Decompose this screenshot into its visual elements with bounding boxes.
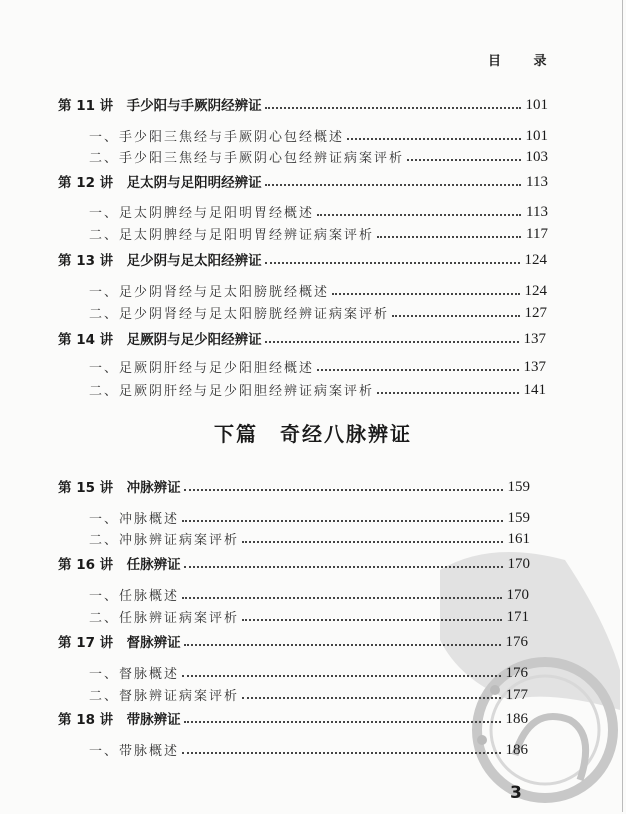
- dot-leader: [242, 619, 502, 621]
- entry-title: 二、足太阴脾经与足阳明胃经辨证病案评析: [89, 228, 375, 243]
- toc-chapter-entry[interactable]: [58, 328, 546, 348]
- entry-page-number: 137: [523, 359, 546, 375]
- entry-page-number: 124: [524, 252, 547, 268]
- dot-leader: [265, 107, 521, 109]
- part-title: 下篇 奇经八脉辨证: [214, 422, 412, 446]
- entry-title: 一、督脉概述: [89, 667, 180, 682]
- dot-leader: [182, 752, 501, 754]
- entry-page-number: 124: [524, 283, 547, 299]
- entry-page-number: 127: [524, 305, 547, 321]
- entry-page-number: 103: [525, 149, 548, 165]
- dot-leader: [184, 721, 501, 723]
- toc-section-entry[interactable]: [89, 584, 529, 604]
- toc-chapter-entry[interactable]: [58, 708, 528, 728]
- entry-title: 第 16 讲 任脉辨证: [58, 557, 181, 573]
- dot-leader: [242, 541, 503, 543]
- dot-leader: [317, 369, 519, 371]
- dot-leader: [392, 315, 520, 317]
- scan-edge-line: [622, 0, 623, 812]
- entry-title: 第 11 讲 手少阳与手厥阴经辨证: [58, 98, 262, 114]
- toc-section-entry[interactable]: [89, 606, 529, 626]
- toc-section-entry[interactable]: [89, 507, 530, 527]
- entry-page-number: 137: [523, 331, 546, 347]
- toc-section-entry[interactable]: [89, 223, 548, 243]
- dot-leader: [317, 214, 521, 216]
- entry-page-number: 170: [507, 556, 530, 572]
- entry-title: 第 15 讲 冲脉辨证: [58, 480, 181, 496]
- toc-section-entry[interactable]: [89, 684, 528, 704]
- running-header: 目 录: [488, 54, 561, 69]
- dot-leader: [347, 138, 521, 140]
- entry-title: 二、督脉辨证病案评析: [89, 689, 240, 704]
- entry-page-number: 176: [505, 634, 528, 650]
- dot-leader: [377, 392, 519, 394]
- entry-page-number: 186: [505, 711, 528, 727]
- toc-section-entry[interactable]: [89, 528, 530, 548]
- dot-leader: [184, 566, 503, 568]
- entry-page-number: 113: [526, 174, 548, 190]
- dot-leader: [377, 236, 521, 238]
- toc-section-entry[interactable]: [89, 201, 548, 221]
- entry-page-number: 101: [525, 128, 548, 144]
- entry-page-number: 159: [507, 479, 530, 495]
- dot-leader: [242, 697, 501, 699]
- dot-leader: [182, 675, 501, 677]
- entry-page-number: 117: [526, 226, 548, 242]
- entry-title: 二、手少阳三焦经与手厥阴心包经辨证病案评析: [89, 151, 405, 166]
- dot-leader: [407, 159, 521, 161]
- dot-leader: [182, 520, 503, 522]
- entry-title: 一、冲脉概述: [89, 512, 180, 527]
- entry-page-number: 171: [506, 609, 529, 625]
- toc-chapter-entry[interactable]: [58, 171, 548, 191]
- entry-title: 第 17 讲 督脉辨证: [58, 635, 181, 651]
- entry-title: 第 14 讲 足厥阴与足少阳经辨证: [58, 332, 262, 348]
- entry-page-number: 170: [506, 587, 529, 603]
- toc-chapter-entry[interactable]: [58, 94, 548, 114]
- entry-title: 一、足少阴肾经与足太阳膀胱经概述: [89, 285, 330, 300]
- dot-leader: [182, 597, 502, 599]
- toc-chapter-entry[interactable]: [58, 553, 530, 573]
- dot-leader: [184, 489, 503, 491]
- entry-page-number: 177: [505, 687, 528, 703]
- dot-leader: [332, 293, 520, 295]
- toc-section-entry[interactable]: [89, 379, 546, 399]
- toc-section-entry[interactable]: [89, 302, 547, 322]
- toc-chapter-entry[interactable]: [58, 476, 530, 496]
- entry-page-number: 159: [507, 510, 530, 526]
- entry-page-number: 113: [526, 204, 548, 220]
- entry-title: 一、手少阳三焦经与手厥阴心包经概述: [89, 130, 345, 145]
- entry-page-number: 141: [523, 382, 546, 398]
- toc-section-entry[interactable]: [89, 146, 548, 166]
- toc-section-entry[interactable]: [89, 280, 547, 300]
- entry-title: 二、任脉辨证病案评析: [89, 611, 240, 626]
- entry-title: 第 12 讲 足太阴与足阳明经辨证: [58, 175, 262, 191]
- dot-leader: [184, 644, 501, 646]
- toc-section-entry[interactable]: [89, 125, 548, 145]
- toc-section-entry[interactable]: [89, 662, 528, 682]
- toc-chapter-entry[interactable]: [58, 631, 528, 651]
- entry-title: 一、带脉概述: [89, 744, 180, 759]
- entry-title: 一、足太阴脾经与足阳明胃经概述: [89, 206, 315, 221]
- toc-chapter-entry[interactable]: [58, 249, 547, 269]
- toc-section-entry[interactable]: [89, 739, 528, 759]
- entry-page-number: 161: [507, 531, 530, 547]
- entry-page-number: 186: [505, 742, 528, 758]
- entry-title: 一、足厥阴肝经与足少阳胆经概述: [89, 361, 315, 376]
- dot-leader: [265, 184, 521, 186]
- page-number: 3: [510, 783, 522, 803]
- entry-title: 二、足少阴肾经与足太阳膀胱经辨证病案评析: [89, 307, 390, 322]
- entry-title: 二、足厥阴肝经与足少阳胆经辨证病案评析: [89, 384, 375, 399]
- entry-page-number: 101: [525, 97, 548, 113]
- entry-title: 第 13 讲 足少阴与足太阳经辨证: [58, 253, 262, 269]
- entry-title: 一、任脉概述: [89, 589, 180, 604]
- entry-title: 第 18 讲 带脉辨证: [58, 712, 181, 728]
- entry-page-number: 176: [505, 665, 528, 681]
- dot-leader: [265, 262, 520, 264]
- dot-leader: [265, 341, 519, 343]
- entry-title: 二、冲脉辨证病案评析: [89, 533, 240, 548]
- toc-section-entry[interactable]: [89, 356, 546, 376]
